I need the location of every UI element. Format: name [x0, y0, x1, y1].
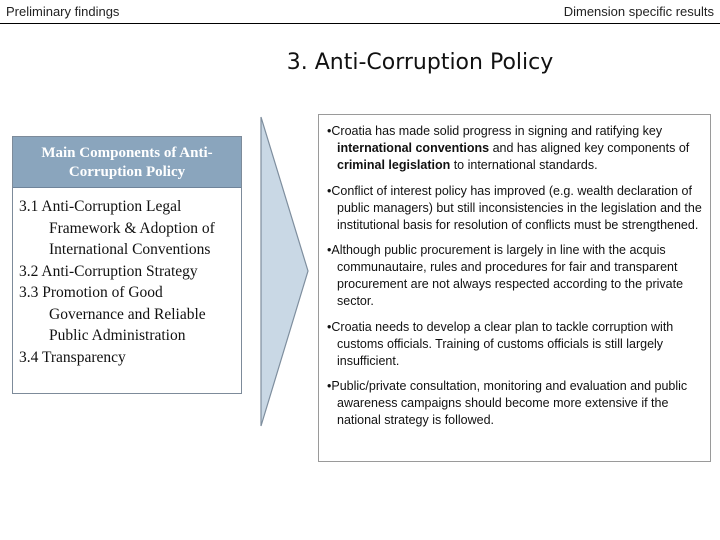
header-left-label: Preliminary findings [6, 4, 120, 19]
bullet: • [327, 379, 332, 393]
slide-title: 3. Anti-Corruption Policy [286, 50, 554, 75]
finding-text: Public/private consultation, monitoring and evaluation and public awareness campaigns should become more extensive if the national strategy is followed. [331, 379, 688, 427]
finding-text: Croatia has made solid progress in signing and ratifying key [331, 124, 663, 138]
bullet: • [327, 124, 332, 138]
finding-text: Although public procurement is largely in line with the acquis communautaire, rules and procedures for fair and transparent procurement are not always respected according to the private sector. [331, 243, 684, 308]
finding-emphasis: international conventions [337, 141, 490, 155]
finding-item [327, 123, 704, 174]
component-item: 3.1 Anti-Corruption Legal Framework & Adoption of International Conventions [19, 198, 215, 258]
components-box [12, 136, 242, 394]
arrow-shape [261, 117, 308, 426]
finding-text: to international standards. [450, 158, 598, 172]
finding-text: Conflict of interest policy has improved (e.g. wealth declaration of public managers) but still inconsistencies in the legislation and the institutional basis for resolution of conflicts must be strengthened. [331, 183, 702, 232]
bullet: • [327, 243, 332, 257]
header-divider [0, 23, 720, 24]
components-heading: Main Components of Anti-Corruption Policy [13, 137, 241, 188]
finding-item [327, 319, 704, 370]
finding-text: and has aligned key components of [489, 141, 690, 155]
header-right-label: Dimension specific results [563, 4, 714, 19]
right-arrow-icon [260, 116, 310, 428]
finding-item [327, 183, 704, 234]
component-item: 3.4 Transparency [19, 348, 126, 366]
bullet: • [327, 183, 332, 198]
finding-text: Croatia needs to develop a clear plan to tackle corruption with customs officials. Training of customs officials is still largely insufficient. [331, 319, 674, 368]
finding-item [327, 378, 704, 429]
component-item: 3.2 Anti-Corruption Strategy [19, 262, 198, 280]
bullet: • [327, 319, 332, 334]
findings-box [318, 114, 711, 462]
finding-item [327, 242, 704, 310]
finding-emphasis: criminal legislation [337, 158, 451, 172]
component-item: 3.3 Promotion of Good Governance and Reliable Public Administration [19, 284, 206, 344]
components-list [13, 188, 241, 368]
